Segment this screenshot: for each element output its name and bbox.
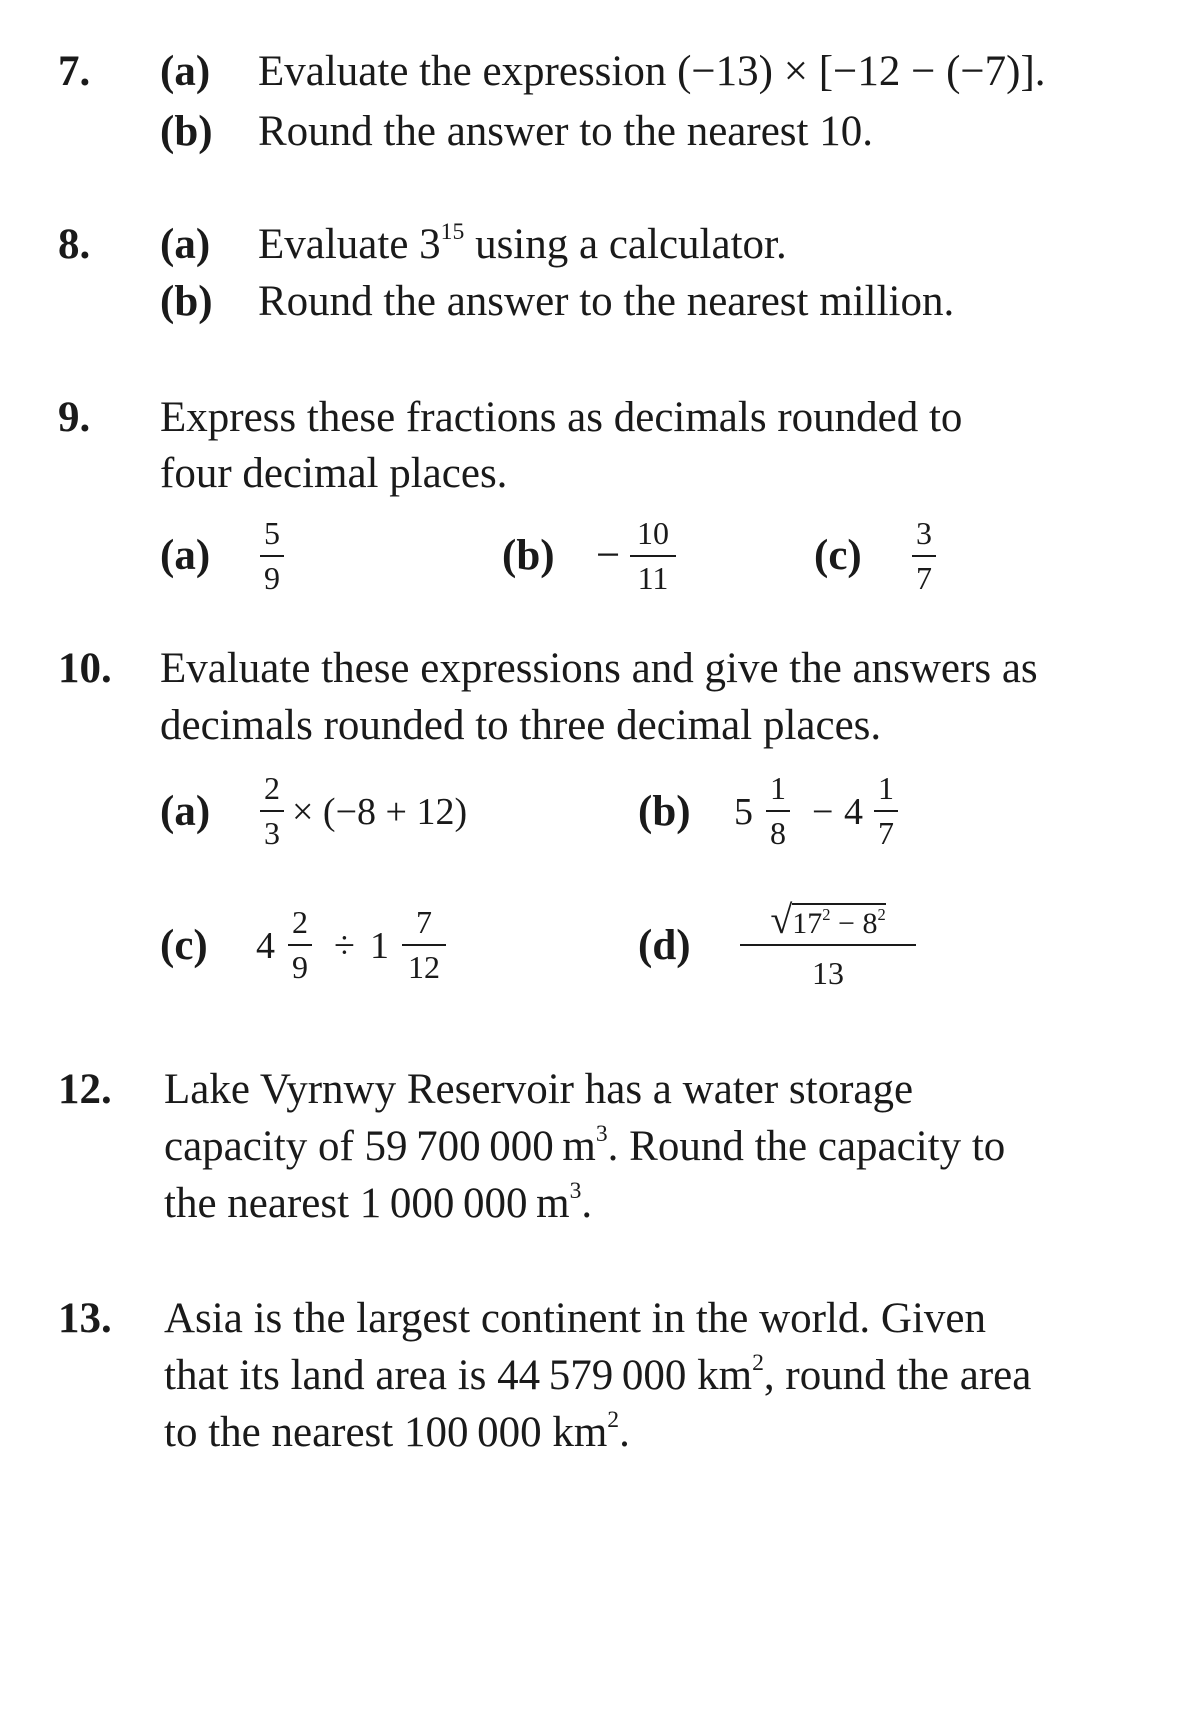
q10-c-fraction-1: 2 9	[288, 906, 312, 983]
q8-exponent: 15	[440, 219, 465, 246]
q10-b-fraction-1: 1 8	[766, 772, 790, 849]
q7-part-a-label: (a)	[160, 48, 211, 95]
q10-b-whole-1: 5	[734, 791, 753, 833]
q9-fraction-a: 5 9	[260, 517, 284, 594]
q9-minus-sign: −	[596, 532, 621, 579]
q10-instruction-line-1: Evaluate these expressions and give the answers as	[160, 645, 1038, 692]
q10-instruction-line-2: decimals rounded to three decimal places.	[160, 702, 882, 749]
q7-part-a-text: Evaluate the expression (−13) × [−12 − (−7)].	[258, 48, 1046, 95]
q10-c-whole-1: 4	[256, 925, 275, 967]
q8-part-b-label: (b)	[160, 278, 213, 325]
q13-line-3: to the nearest 100 000 $km^2$.	[164, 1407, 630, 1456]
q13-line-2: that its land area is 44 579 000 $km^2$, round the area	[164, 1350, 1032, 1399]
q10-c-operator: ÷	[334, 925, 355, 967]
q10-b-whole-2: 4	[844, 791, 863, 833]
q8-part-a-label: (a)	[160, 221, 211, 268]
q10-part-a-expression: × (−8 + 12)	[292, 791, 468, 833]
q8-part-b-text: Round the answer to the nearest million.	[258, 278, 955, 325]
q10-part-b-label: (b)	[638, 788, 691, 835]
square-root-icon: √	[770, 897, 793, 942]
q8-part-a-text: Evaluate $3^{15}$ using a calculator.	[258, 219, 787, 268]
q13-line-1: Asia is the largest continent in the world. Given	[164, 1295, 987, 1342]
q9-instruction-line-2: four decimal places.	[160, 450, 508, 497]
q12-line-3: the nearest 1 000 000 $m^3$.	[164, 1178, 593, 1227]
question-number-9: 9.	[58, 394, 91, 441]
q12-line-2: capacity of 59 700 000 $m^3$. Round the capacity to	[164, 1121, 1006, 1170]
q10-fraction-a: 2 3	[260, 772, 284, 849]
q7-part-b-label: (b)	[160, 108, 213, 155]
question-number-13: 13.	[58, 1295, 112, 1342]
q10-d-fraction-bar	[740, 944, 916, 946]
q9-fraction-c: 3 7	[912, 517, 936, 594]
q9-part-c-label: (c)	[814, 532, 862, 579]
question-number-10: 10.	[58, 645, 112, 692]
q12-line-1: Lake Vyrnwy Reservoir has a water storage	[164, 1066, 914, 1113]
q9-fraction-b: 10 11	[630, 517, 676, 594]
question-number-12: 12.	[58, 1066, 112, 1113]
q10-b-fraction-2: 1 7	[874, 772, 898, 849]
question-number-7: 7.	[58, 48, 91, 95]
q10-b-operator: −	[812, 791, 834, 833]
q10-c-whole-2: 1	[370, 925, 389, 967]
q10-part-d-label: (d)	[638, 922, 691, 969]
q10-d-radical: $√17^2 - 8^2$	[770, 897, 886, 942]
q7-part-b-text: Round the answer to the nearest 10.	[258, 108, 873, 155]
q9-part-a-label: (a)	[160, 532, 211, 579]
q9-part-b-label: (b)	[502, 532, 555, 579]
q10-d-denominator: 13	[812, 955, 844, 991]
q9-instruction-line-1: Express these fractions as decimals rounded to	[160, 394, 963, 441]
question-number-8: 8.	[58, 221, 91, 268]
q10-part-c-label: (c)	[160, 922, 208, 969]
q10-part-a-label: (a)	[160, 788, 211, 835]
q10-c-fraction-2: 7 12	[402, 906, 446, 983]
